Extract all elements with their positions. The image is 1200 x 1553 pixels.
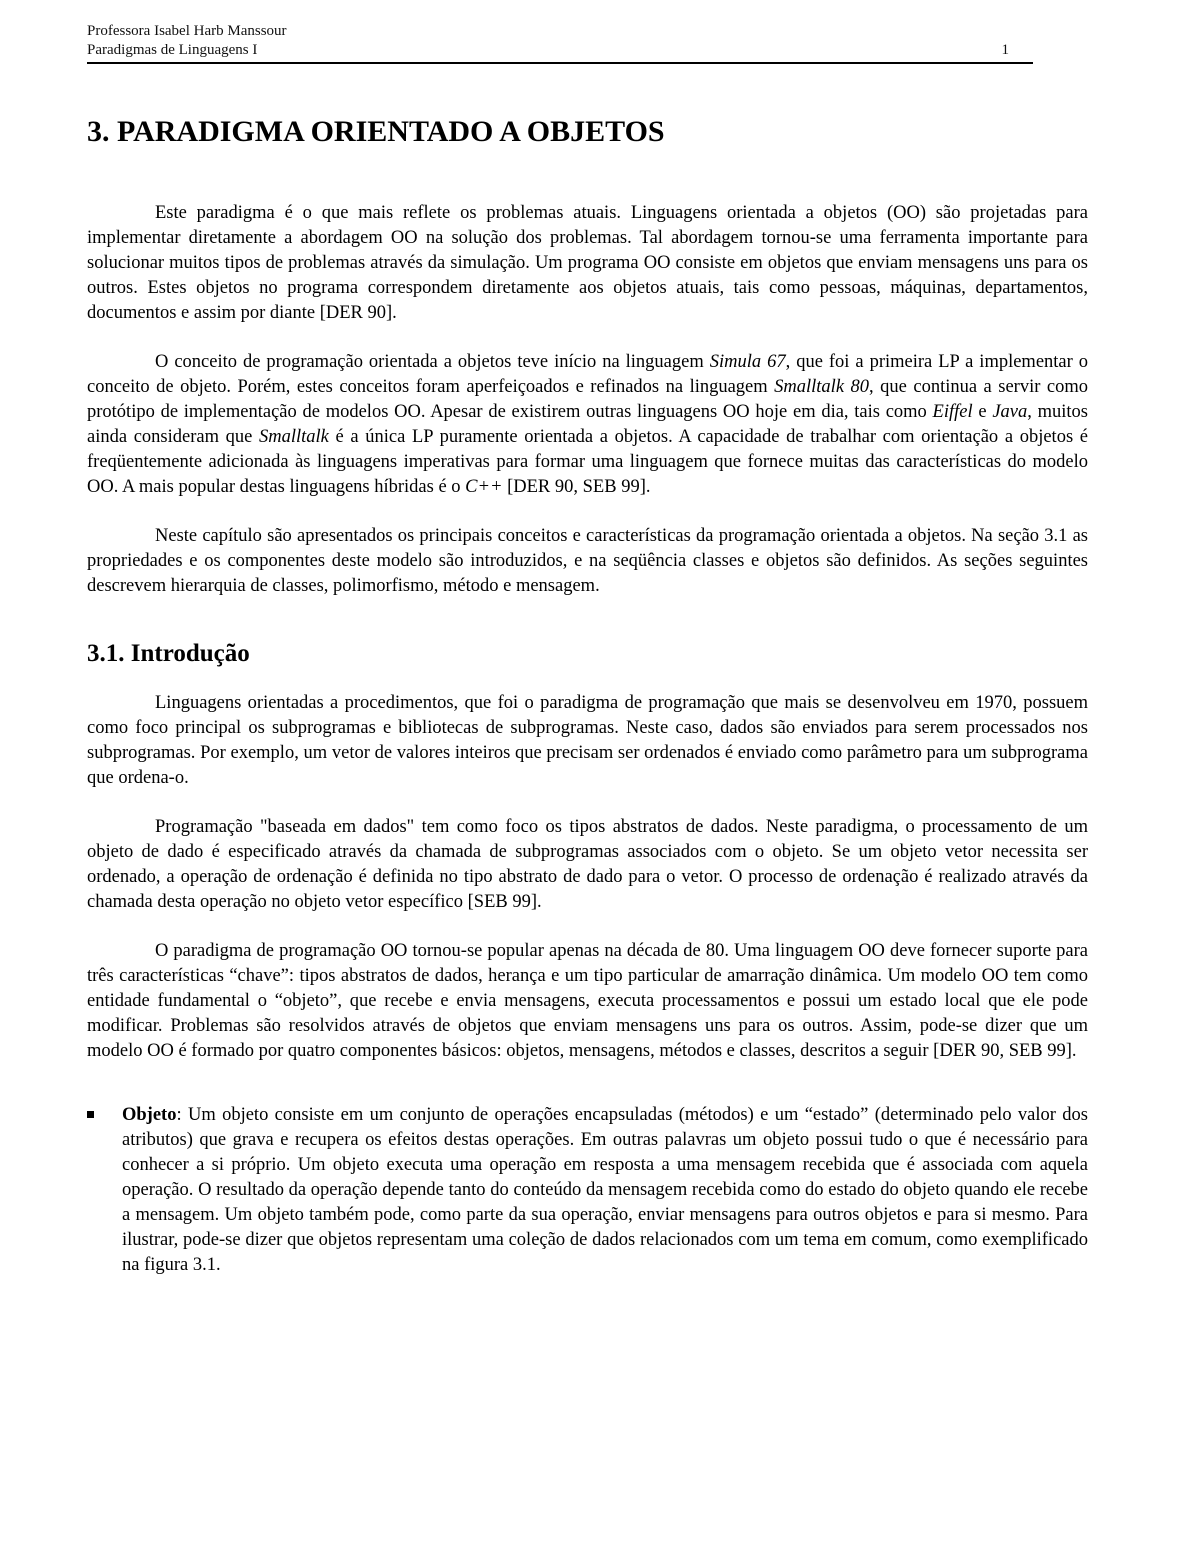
chapter-title: 3. PARADIGMA ORIENTADO A OBJETOS — [87, 115, 665, 148]
language-name-smalltalk-80: Smalltalk 80 — [774, 377, 870, 397]
section-paragraph-2: Programação "baseada em dados" tem como foco os tipos abstratos de dados. Neste paradigma, o processamento de um objeto de dado é especificado através da chamada de subprogramas associados com o objeto. Se um objeto vetor necessita ser ordenado, a operação de ordenação é definida no tipo abstrato de dado para o vetor. O processo de ordenação é realizado através da chamada desta operação no objeto vetor específico [SEB 99]. — [87, 817, 1088, 912]
chapter-paragraph-2-text: [DER 90, SEB 99]. — [502, 477, 651, 497]
section-title: 3.1. Introdução — [87, 640, 250, 667]
chapter-paragraph-2-text: , que continua a servir como protótipo de implementação de modelos OO. Apesar de existirem outras linguagens OO hoje em dia, tais como — [87, 377, 1088, 422]
section-paragraph-1: Linguagens orientadas a procedimentos, que foi o paradigma de programação que mais se desenvolveu em 1970, possuem como foco principal os subprogramas e bibliotecas de subprogramas. Neste caso, dados são enviados para serem processados nos subprogramas. Por exemplo, um vetor de valores inteiros que precisam ser ordenados é enviado como parâmetro para um subprograma que ordena-o. — [87, 693, 1088, 788]
running-header — [87, 22, 1033, 60]
page-number: 1 — [1001, 42, 1009, 58]
language-name-eiffel: Eiffel — [932, 402, 973, 422]
chapter-paragraph-1-text: Este paradigma é o que mais reflete os problemas atuais. Linguagens orientada a objetos (OO) são projetadas para implementar diretamente a abordagem OO na solução dos problemas. Tal abordagem tornou-se uma ferramenta importante para solucionar muitos tipos de problemas através da simulação. Um programa OO consiste em objetos que enviam mensagens uns para os outros. Estes objetos no programa correspondem diretamente aos objetos atuais, tais como pessoas, máquinas, departamentos, documentos e assim por diante [DER 90]. — [87, 203, 1088, 323]
section-paragraph-3: O paradigma de programação OO tornou-se popular apenas na década de 80. Uma linguagem OO deve fornecer suporte para três características “chave”: tipos abstratos de dados, herança e um tipo particular de amarração dinâmica. Um modelo OO tem como entidade fundamental o “objeto”, que recebe e envia mensagens, executa processamentos e possui um estado local que ele pode modificar. Problemas são resolvidos através de objetos que enviam mensagens uns para os outros. Assim, pode-se dizer que um modelo OO é formado por quatro componentes básicos: objetos, mensagens, métodos e classes, descritos a seguir [DER 90, SEB 99]. — [87, 941, 1088, 1061]
language-name-cpp: C++ — [465, 477, 503, 497]
chapter-paragraph-2-text: é a única LP puramente orientada a objetos. A capacidade de trabalhar com orientação a objetos é freqüentemente adicionada às linguagens imperativas para formar uma linguagem que fornece muitas das características do modelo OO. A mais popular destas linguagens híbridas é o — [87, 427, 1089, 497]
language-name-smalltalk: Smalltalk — [259, 427, 329, 447]
chapter-paragraph-2-text: O conceito de programação orientada a objetos teve início na linguagem — [155, 352, 710, 372]
chapter-paragraph-2-text: e — [972, 402, 993, 422]
language-name-simula: Simula 67 — [709, 352, 786, 372]
header-author: Professora Isabel Harb Manssour — [87, 23, 287, 39]
list-item — [87, 1103, 1088, 1278]
list-item-text: : Um objeto consiste em um conjunto de operações encapsuladas (métodos) e um “estado” (determinado pelo valor dos atributos) que grava e recupera os efeitos destas operações. Em outras palavras um objeto possui tudo o que é necessário para conhecer a si próprio. Um objeto executa uma operação em resposta a uma mensagem recebida que é associada com aquela operação. O resultado da operação depende tanto do conteúdo da mensagem recebida como do estado do objeto quando ele recebe a mensagem. Um objeto também pode, como parte da sua operação, enviar mensagens para outros objetos e para si mesmo. Para ilustrar, pode-se dizer que objetos representam uma coleção de dados relacionados com um tema em comum, como exemplificado na figura 3.1. — [122, 1105, 1088, 1275]
chapter-paragraph-2 — [87, 350, 1088, 500]
page-content — [87, 112, 1088, 1278]
chapter-paragraph-3 — [87, 524, 1088, 599]
chapter-paragraph-3-text: Neste capítulo são apresentados os principais conceitos e características da programação orientada a objetos. Na seção 3.1 as propriedades e os componentes deste modelo são introduzidos, e na seqüência classes e objetos são definidos. As seções seguintes descrevem hierarquia de classes, polimorfismo, método e mensagem. — [87, 526, 1088, 596]
language-name-java: Java — [992, 402, 1028, 422]
list-item-term: Objeto — [122, 1105, 177, 1125]
chapter-paragraph-2-text: , que foi a primeira LP a implementar o conceito de objeto. Porém, estes conceitos foram aperfeiçoados e refinados na linguagem — [87, 352, 1089, 397]
component-list — [87, 1103, 1088, 1278]
square-bullet-icon — [87, 1111, 94, 1118]
chapter-paragraph-2-text: , muitos ainda consideram que — [87, 402, 1088, 447]
header-course: Paradigmas de Linguagens I — [87, 42, 258, 58]
header-rule — [87, 62, 1033, 64]
chapter-paragraph-1 — [87, 201, 1088, 326]
